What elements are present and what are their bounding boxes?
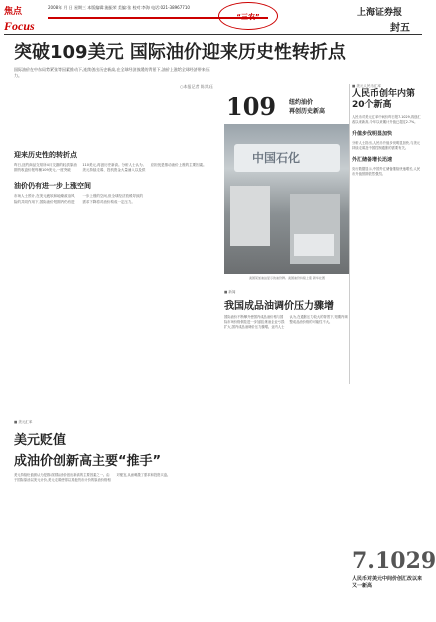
section-label: 焦点 — [4, 7, 23, 17]
feature-caption-2: 再创历史新高 — [289, 108, 326, 115]
bottom-left-text: 美元持续贬值被认为是推动国际油价创出新高的主要因素之一。由于国际原油以美元计价,美元走弱使得以其他货币计价的原油价格相对便宜,从而刺激了需求和投资买盘。 — [14, 473, 171, 482]
lead-author: ○本报记者 陈其珏 — [180, 84, 213, 89]
right-subheading-2: 外汇储备增长迅速 — [352, 157, 393, 163]
right-tag: ■ 美元人民币汇率 — [352, 84, 381, 88]
focus-label: Focus — [4, 19, 35, 33]
center-tag: ■ 新闻 — [224, 290, 236, 294]
ad-panel — [294, 234, 334, 256]
right-column — [352, 84, 422, 177]
page-header — [4, 2, 422, 36]
bottom-left-tag: ■ 美元汇率 — [14, 420, 33, 424]
center-text: 国际油价不断攀升使国内成品油价格与国际市场价格倒挂进一步加剧,炼油企业亏损扩大,国内成品油调价压力骤增。业内人士认为,在通胀压力较大的背景下,短期内调整成品油价格的可能性不大。 — [224, 315, 348, 329]
right-subheading-1: 升值步伐明显加快 — [352, 131, 393, 137]
left-text-1: 昨日,纽约商品交易所4月交割的轻质原油期货收盘价报每桶109美元,一度突破110美元,再创历史新高。分析人士认为,美元持续走弱、投机资金大量涌入以及供应担忧是推动油价上涨的主要因素。 — [14, 163, 207, 173]
price-board — [230, 186, 270, 246]
right-text-2: 分析人士指出,人民币升值步伐明显加快,与美元持续走弱及中国控制通胀的需要有关。 — [352, 141, 421, 150]
header-divider — [4, 34, 422, 35]
feature-number: 109 — [226, 92, 277, 121]
center-headline: 我国成品油调价压力骤增 — [224, 301, 334, 312]
left-column — [14, 150, 214, 205]
bottom-left-headline-2: 成油价创新高主要“推手” — [14, 454, 162, 469]
exchange-rate-number: 7.1029 — [352, 548, 436, 574]
main-headline: 突破109美元 国际油价迎来历史性转折点 — [14, 42, 346, 63]
left-heading-1: 迎来历史性的转折点 — [14, 151, 77, 159]
center-lower-article — [224, 290, 350, 330]
left-heading-2: 油价仍有进一步上涨空间 — [14, 182, 91, 191]
station-sign-text: 中国石化 — [252, 151, 301, 165]
left-text-2: 市场人士预计,在美元疲软和地缘政治风险的共同作用下,国际油价短期内仍有进一步上涨的空间,但全球经济放缓导致的需求下降将对油价构成一定压力。 — [14, 194, 143, 204]
gas-station-photo — [224, 124, 350, 274]
header-logo: “三农” — [218, 2, 278, 30]
feature-caption-1: 纽约油价 — [289, 99, 314, 106]
column-divider — [349, 84, 350, 384]
exchange-rate-feature — [352, 548, 436, 590]
photo-caption: 美国某加油站显示的油价牌。美国油价持续上涨 新华社图 — [249, 276, 325, 280]
lead-paragraph: 国际油价在中东局势紧张等因素推动下,连续创出历史新高,在全球经济放缓的背景下,油价上涨给全球经济带来压力。 — [14, 67, 210, 78]
page-label: 封五 — [390, 23, 410, 34]
right-text-3: 央行数据显示,中国外汇储备继续快速增长,人民币升值预期依然强烈。 — [352, 167, 421, 176]
right-text-1: 人民币对美元汇率中间价昨日报7.1029,再创汇改以来新高,今年以来累计升值已超过2.7%。 — [352, 115, 421, 124]
exchange-rate-caption: 人民币对美元中间价创汇改以来又一新高 — [352, 576, 423, 589]
feature-109 — [226, 92, 344, 121]
bottom-left-headline-1: 美元贬值 — [14, 433, 67, 448]
bottom-left-article — [14, 420, 214, 483]
station-sign — [234, 144, 340, 172]
right-headline: 人民币创年内第20个新高 — [352, 89, 416, 110]
paper-name: 上海证券报 — [356, 8, 402, 18]
header-meta: 2008年 月 日 星期三 本版编辑:施振荣 美编:张 校对:李海 电话:021-38967710 — [48, 5, 190, 10]
